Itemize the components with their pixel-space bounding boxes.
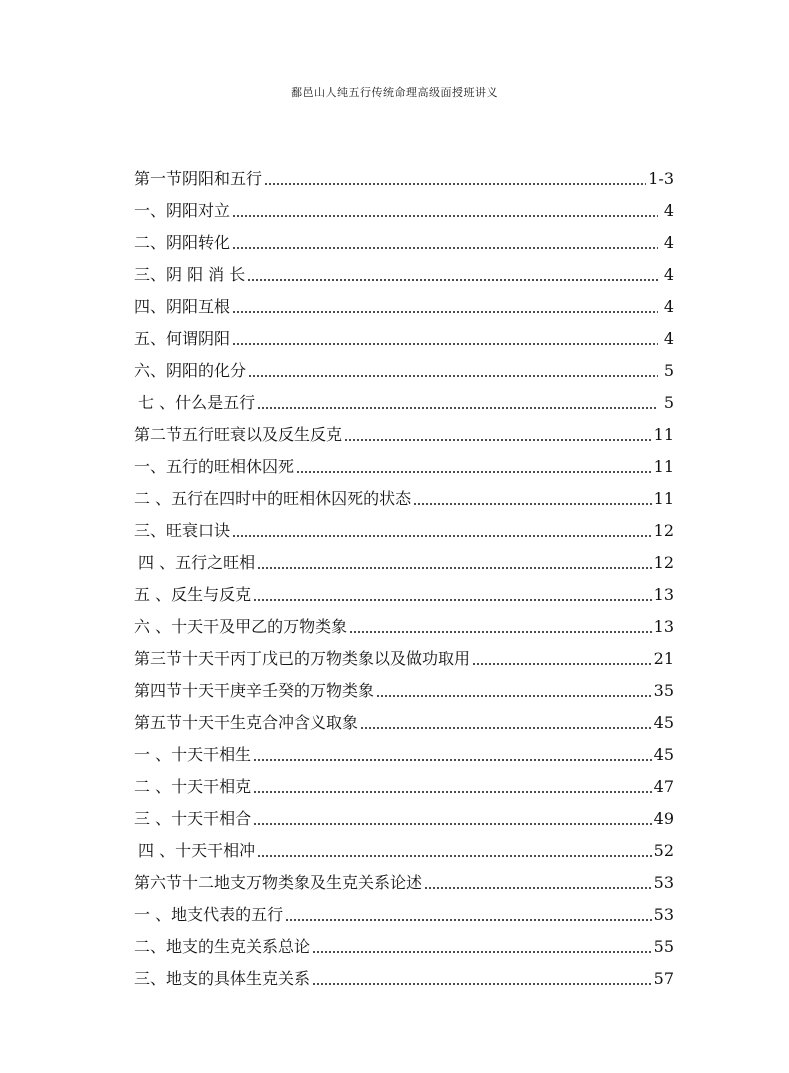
toc-entry-title: 一 、十天干相生 — [134, 745, 252, 764]
toc-entry[interactable] — [134, 547, 674, 579]
toc-entry-title: 第三节十天干丙丁戊已的万物类象以及做功取用 — [134, 649, 471, 668]
toc-entry-page: 45 — [653, 713, 674, 732]
dot-leader — [285, 917, 652, 923]
toc-entry-page: 11 — [653, 457, 674, 476]
toc-entry[interactable] — [134, 707, 674, 739]
toc-entry-title: 四、阴阳互根 — [134, 297, 231, 316]
dot-leader — [232, 341, 658, 347]
toc-entry-page: 12 — [653, 521, 674, 540]
dot-leader — [247, 277, 658, 283]
toc-entry[interactable] — [134, 451, 674, 483]
dot-leader — [253, 597, 652, 603]
toc-entry[interactable] — [134, 355, 674, 387]
dot-leader — [376, 693, 652, 699]
dot-leader — [248, 373, 658, 379]
dot-leader — [232, 213, 658, 219]
toc-entry[interactable] — [134, 643, 674, 675]
dot-leader — [312, 981, 652, 987]
dot-leader — [232, 245, 658, 251]
toc-entry-title: 四 、五行之旺相 — [138, 553, 256, 572]
toc-entry[interactable] — [134, 675, 674, 707]
toc-entry-page: 4 — [663, 329, 674, 348]
toc-entry-title: 二 、十天干相克 — [134, 777, 252, 796]
toc-entry[interactable] — [134, 611, 674, 643]
toc-entry-page: 4 — [663, 233, 674, 252]
dot-leader — [312, 949, 652, 955]
toc-entry[interactable] — [134, 963, 674, 995]
toc-entry-page: 4 — [663, 201, 674, 220]
toc-entry[interactable] — [134, 835, 674, 867]
toc-entry-title: 二、地支的生克关系总论 — [134, 937, 311, 956]
toc-entry-title: 七 、什么是五行 — [138, 393, 256, 412]
toc-entry-page: 12 — [653, 553, 674, 572]
toc-entry[interactable] — [134, 579, 674, 611]
toc-entry-page: 4 — [663, 265, 674, 284]
document-header: 鄱邑山人纯五行传统命理高级面授班讲义 — [291, 86, 498, 99]
toc-entry-page: 5 — [663, 393, 674, 412]
dot-leader — [360, 725, 652, 731]
toc-entry-title: 三、地支的具体生克关系 — [134, 969, 311, 988]
toc-entry[interactable] — [134, 803, 674, 835]
toc-entry[interactable] — [134, 323, 674, 355]
toc-entry-page: 21 — [653, 649, 674, 668]
toc-entry-title: 第四节十天干庚辛壬癸的万物类象 — [134, 681, 375, 700]
toc-entry[interactable] — [134, 931, 674, 963]
toc-entry-title: 六、阴阳的化分 — [134, 361, 247, 380]
dot-leader — [349, 629, 652, 635]
toc-entry-page: 13 — [653, 617, 674, 636]
dot-leader — [232, 309, 658, 315]
toc-entry-page: 53 — [653, 905, 674, 924]
toc-entry-title: 第六节十二地支万物类象及生克关系论述 — [134, 873, 423, 892]
toc-entry[interactable] — [134, 515, 674, 547]
dot-leader — [257, 565, 652, 571]
toc-entry-page: 35 — [653, 681, 674, 700]
toc-entry-title: 三 、十天干相合 — [134, 809, 252, 828]
toc-entry-title: 三、旺衰口诀 — [134, 521, 231, 540]
dot-leader — [424, 885, 652, 891]
toc-entry-page: 11 — [653, 489, 674, 508]
toc-entry[interactable] — [134, 227, 674, 259]
dot-leader — [253, 821, 652, 827]
toc-entry-title: 一 、地支代表的五行 — [134, 905, 284, 924]
toc-entry-page: 52 — [653, 841, 674, 860]
dot-leader — [257, 853, 652, 859]
toc-entry[interactable] — [134, 739, 674, 771]
toc-entry-page: 13 — [653, 585, 674, 604]
toc-entry-page: 45 — [653, 745, 674, 764]
toc-entry-title: 二 、五行在四时中的旺相休囚死的状态 — [134, 489, 412, 508]
toc-entry-title: 六 、十天干及甲乙的万物类象 — [134, 617, 348, 636]
toc-entry-title: 四 、十天干相冲 — [138, 841, 256, 860]
toc-entry[interactable] — [134, 867, 674, 899]
toc-entry-page: 53 — [653, 873, 674, 892]
toc-entry-title: 三、阴 阳 消 长 — [134, 265, 246, 284]
toc-entry-page: 49 — [653, 809, 674, 828]
toc-entry-page: 55 — [653, 937, 674, 956]
toc-entry[interactable] — [134, 163, 674, 195]
toc-entry[interactable] — [134, 483, 674, 515]
toc-entry[interactable] — [134, 899, 674, 931]
dot-leader — [472, 661, 652, 667]
toc-entry-title: 一、阴阳对立 — [134, 201, 231, 220]
toc-entry-page: 11 — [653, 425, 674, 444]
toc-entry-title: 五、何谓阴阳 — [134, 329, 231, 348]
toc-entry-title: 五 、反生与反克 — [134, 585, 252, 604]
dot-leader — [253, 789, 652, 795]
toc-entry-page: 47 — [653, 777, 674, 796]
toc-entry[interactable] — [134, 419, 674, 451]
dot-leader — [413, 501, 652, 507]
toc-entry-title: 二、阴阳转化 — [134, 233, 231, 252]
toc-entry-page: 5 — [663, 361, 674, 380]
toc-entry[interactable] — [134, 195, 674, 227]
toc-entry-page: 1-3 — [648, 169, 674, 188]
toc-entry-page: 4 — [663, 297, 674, 316]
toc-entry[interactable] — [134, 291, 674, 323]
dot-leader — [253, 757, 652, 763]
dot-leader — [257, 405, 658, 411]
dot-leader — [264, 181, 646, 187]
dot-leader — [344, 437, 652, 443]
toc-entry[interactable] — [134, 259, 674, 291]
toc-entry-title: 第二节五行旺衰以及反生反克 — [134, 425, 343, 444]
toc-entry-title: 第一节阴阳和五行 — [134, 169, 263, 188]
toc-entry-title: 第五节十天干生克合冲含义取象 — [134, 713, 359, 732]
dot-leader — [232, 533, 652, 539]
toc-entry[interactable] — [134, 387, 674, 419]
dot-leader — [296, 469, 652, 475]
toc-entry-page: 57 — [653, 969, 674, 988]
toc-entry-title: 一、五行的旺相休囚死 — [134, 457, 295, 476]
toc-entry[interactable] — [134, 771, 674, 803]
table-of-contents — [134, 163, 674, 995]
